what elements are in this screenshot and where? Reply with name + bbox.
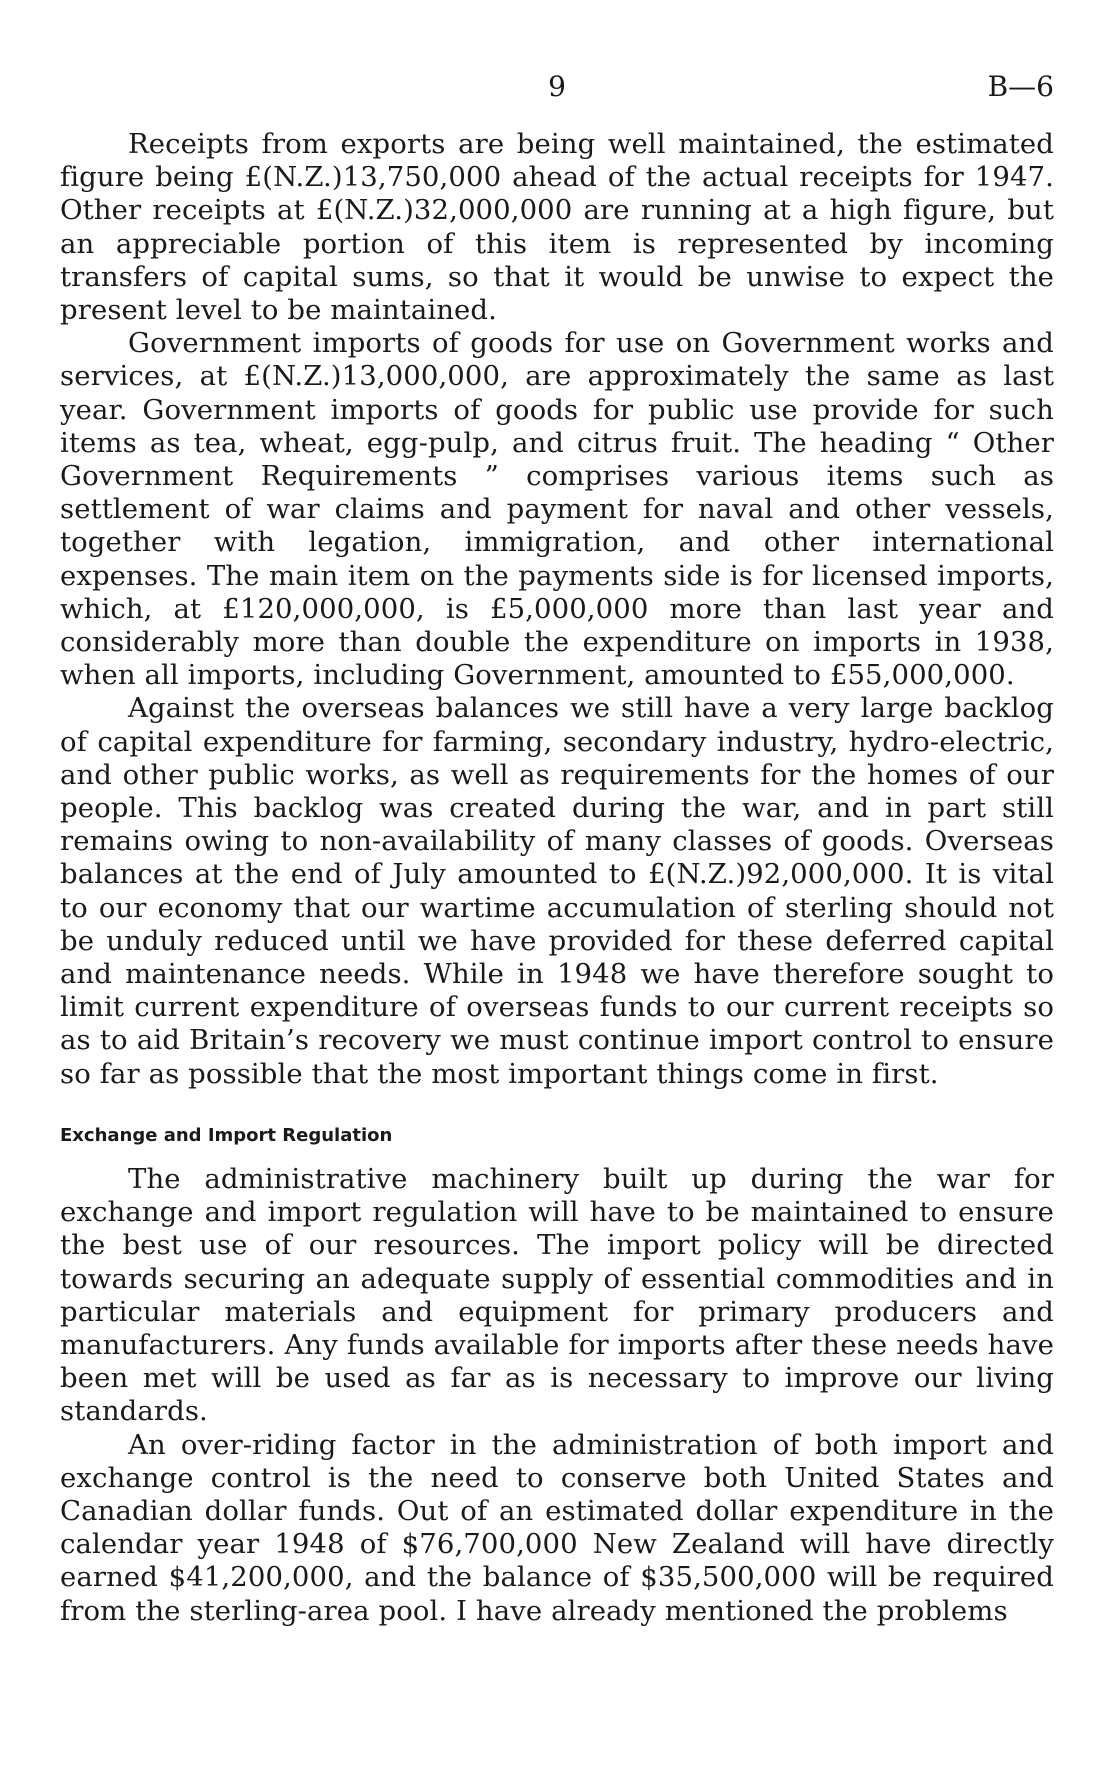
document-reference: B—6 bbox=[987, 70, 1054, 103]
paragraph-government-imports: Government imports of goods for use on Government works and services, at £(N.Z.)13,000,000, are approximately the same as last year. Government imports of goods for public use provide for such items as tea, wheat, egg-pulp, and citrus fruit. The heading “ Other Government Requirements ” comprises various items such as settlement of war claims and payment for naval and other vessels, together with legation, immigration, and other international expenses. The main item on the payments side is for licensed imports, which, at £120,000,000, is £5,000,000 more than last year and considerably more than double the expenditure on imports in 1938, when all imports, including Government, amounted to £55,000,000. bbox=[60, 327, 1054, 692]
page-number: 9 bbox=[548, 70, 566, 103]
paragraph-overseas-balances: Against the overseas balances we still have a very large backlog of capital expenditure for farming, secondary industry, hydro-electric, and other public works, as well as requirements for the homes of our people. This backlog was created during the war, and in part still remains owing to non-availability of many classes of goods. Overseas balances at the end of July amounted to £(N.Z.)92,000,000. It is vital to our economy that our wartime accumulation of sterling should not be unduly reduced until we have provided for these deferred capital and maintenance needs. While in 1948 we have therefore sought to limit current expenditure of overseas funds to our current receipts so as to aid Britain’s recovery we must continue import control to ensure so far as possible that the most important things come in first. bbox=[60, 692, 1054, 1090]
section-heading: Exchange and Import Regulation bbox=[60, 1124, 393, 1146]
paragraph-administrative-machinery: The administrative machinery built up during the war for exchange and import regulation will have to be maintained to ensure the best use of our resources. The import policy will be directed towards securing an adequate supply of essential commodities and in particular materials and equipment for primary producers and manufacturers. Any funds available for imports after these needs have been met will be used as far as is necessary to improve our living standards. bbox=[60, 1162, 1054, 1428]
paragraph-export-receipts: Receipts from exports are being well maintained, the estimated figure being £(N.Z.)13,750,000 ahead of the actual receipts for 1947. Other receipts at £(N.Z.)32,000,000 are running at a high figure, but an appreciable portion of this item is represented by incoming transfers of capital sums, so that it would be unwise to expect the present level to be maintained. bbox=[60, 128, 1054, 327]
paragraph-dollar-funds: An over-riding factor in the administration of both import and exchange control is the need to conserve both United States and Canadian dollar funds. Out of an estimated dollar expenditure in the calendar year 1948 of $76,700,000 New Zealand will have directly earned $41,200,000, and the balance of $35,500,000 will be required from the sterling-area pool. I have already mentioned the problems bbox=[60, 1428, 1054, 1627]
body-text bbox=[60, 128, 1054, 1628]
page-header bbox=[60, 70, 1054, 110]
